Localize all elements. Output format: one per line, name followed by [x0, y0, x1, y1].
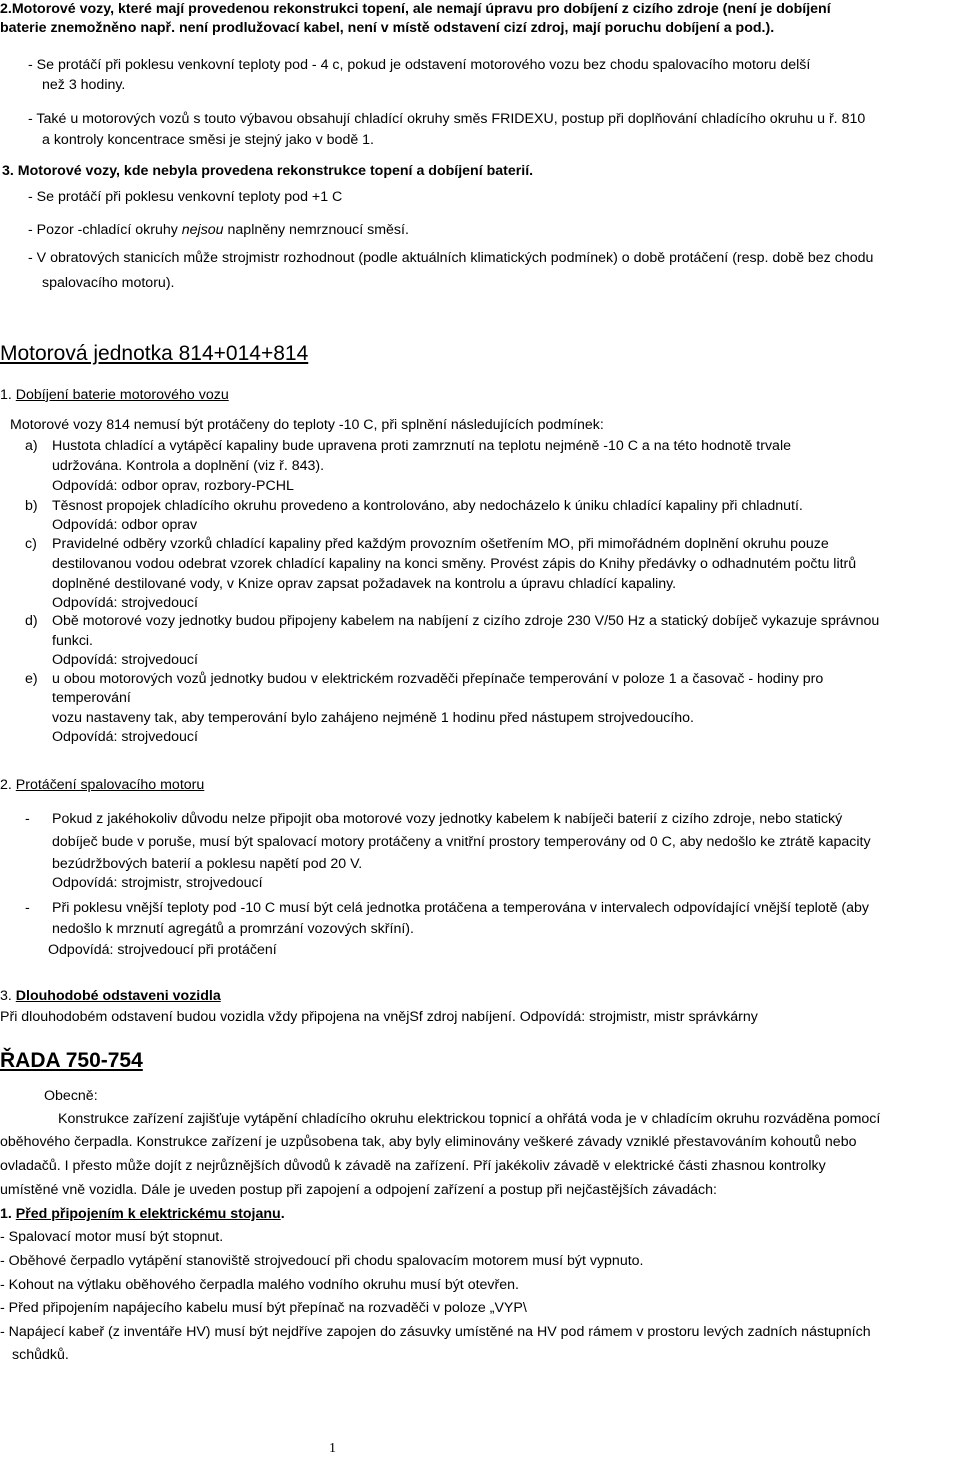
item-b-line1: Těsnost propojek chladícího okruhu provedeno a kontrolováno, aby nedocházelo k úniku chladící kapaliny při chladnutí.: [52, 498, 803, 514]
item-a-marker: a): [25, 438, 38, 454]
s2-item2-responsible: Odpovídá: strojvedoucí při protáčení: [48, 942, 277, 958]
page-number: 1: [329, 1441, 336, 1456]
item-b-marker: b): [25, 498, 38, 514]
rada-s1-title-tail: .: [280, 1206, 285, 1222]
unit814-s3-title: Dlouhodobé odstaveni vozidla: [15, 988, 221, 1004]
rada-item5-line1: - Napájecí kabeř (z inventáře HV) musí být nejdříve zapojen do zásuvky umístěné na HV pod rámem v prostoru levých zadních nástupních: [0, 1324, 871, 1340]
item-d-line2: funkci.: [52, 633, 94, 649]
unit814-s3-text: Při dlouhodobém odstavení budou vozidla vždy připojena na vnějSf zdroj nabíjení. Odpovídá: strojmistr, mistr správkárny: [0, 1009, 758, 1025]
rada-paragraph-line2: oběhového čerpadla. Konstrukce zařízení je uzpůsobena tak, aby byly eliminovány veškeré závady vzniklé přestavováním kohoutů nebo: [0, 1134, 857, 1150]
rada-obecne-label: Obecně:: [44, 1088, 98, 1104]
item-c-responsible: Odpovídá: strojvedoucí: [52, 595, 198, 611]
sec3-heading: 3. Motorové vozy, kde nebyla provedena rekonstrukce topení a dobíjení baterií.: [2, 163, 534, 179]
item-c-line2: destilovanou vodou odebrat vzorek chladící kapaliny na konci směny. Provést zápis do Knihy předávky o odhadnutém počtu litrů: [52, 556, 857, 572]
rada-s1-number: 1.: [0, 1206, 16, 1222]
unit814-s1-heading: [0, 386, 229, 405]
unit814-s3-heading: [0, 987, 221, 1006]
sec3-item2-post: naplněny nemrznoucí směsí.: [223, 222, 409, 238]
s2-item1-line3: bezúdržbových baterií a poklesu napětí pod 20 V.: [52, 856, 363, 872]
item-d-responsible: Odpovídá: strojvedoucí: [52, 652, 198, 668]
sec2-heading-line2: baterie znemožněno např. není prodlužovací kabel, není v místě odstavení cizí zdroj, mají poruchu dobíjení a pod.).: [0, 20, 775, 36]
sec2-item1-line1: - Se protáčí při poklesu venkovní teploty pod - 4 c, pokud je odstavení motorového vozu bez chodu spalovacího motoru delší: [28, 57, 811, 73]
sec3-item3-line1: - V obratových stanicích může strojmistr rozhodnout (podle aktuálních klimatických podmínek) o době protáčení (resp. době bez chodu: [28, 250, 874, 266]
item-d-line1: Obě motorové vozy jednotky budou připojeny kabelem na nabíjení z cizího zdroje 230 V/50 Hz a statický dobíječ vykazuje správnou: [52, 613, 880, 629]
item-c-marker: c): [25, 536, 37, 552]
unit814-s1-title: Dobíjení baterie motorového vozu: [15, 387, 229, 403]
sec3-item2-emphasis: nejsou: [181, 222, 224, 238]
unit814-s1-number: 1.: [0, 387, 16, 403]
s2-item1-line1: Pokud z jakéhokoliv důvodu nelze připojit oba motorové vozy jednotky kabelem k nabíječi baterií z cizího zdroje, nebo statický: [52, 811, 843, 827]
rada-paragraph-line4: umístěné vně vozidla. Dále je uveden postup při zapojení a odpojení zařízení a postup při nejčastějších závadách:: [0, 1182, 717, 1198]
rada-paragraph-line3: ovladačů. I přesto může dojít z nejrůznějších důvodů k závadě na zařízení. Pří jakékoliv závadě v elektrické části zhasnou kontrolky: [0, 1158, 826, 1174]
unit814-s3-number: 3.: [0, 988, 16, 1004]
rada-s1-title: Před připojením k elektrickému stojanu: [15, 1206, 281, 1222]
s2-item2-line2: nedošlo k mrznutí agregátů a promrzání vozových skříní).: [52, 921, 414, 937]
item-a-responsible: Odpovídá: odbor oprav, rozbory-PCHL: [52, 478, 294, 494]
s2-item1-responsible: Odpovídá: strojmistr, strojvedoucí: [52, 875, 263, 891]
item-e-line1: u obou motorových vozů jednotky budou v elektrickém rozvaděči přepínače temperování v poloze 1 a časovač - hodiny pro: [52, 671, 824, 687]
sec3-item1: - Se protáčí při poklesu venkovní teploty pod +1 C: [28, 189, 343, 205]
sec2-heading-line1: 2.Motorové vozy, které mají provedenou rekonstrukci topení, ale nemají úpravu pro dobíjení z cizího zdroje (není je dobíjení: [0, 1, 831, 17]
item-b-responsible: Odpovídá: odbor oprav: [52, 517, 198, 533]
sec2-item1-line2: než 3 hodiny.: [42, 77, 126, 93]
item-a-line2: udržována. Kontrola a doplnění (viz ř. 843).: [52, 458, 325, 474]
rada-item2: - Oběhové čerpadlo vytápění stanoviště strojvedoucí při chodu spalovacím motorem musí být vypnuto.: [0, 1253, 644, 1269]
s2-item2-line1: Při poklesu vnější teploty pod -10 C musí být celá jednotka protáčena a temperována v intervalech odpovídající vnější teplotě (aby: [52, 900, 870, 916]
item-c-line1: Pravidelné odběry vzorků chladící kapaliny před každým provozním ošetřením MO, při mimořádném doplnění okruhu pouze: [52, 536, 829, 552]
rada-title: ŘADA 750-754: [0, 1049, 143, 1072]
unit814-intro: Motorové vozy 814 nemusí být protáčeny do teploty -10 C, při splnění následujících podmínek:: [10, 417, 604, 433]
rada-s1-heading: [0, 1205, 285, 1224]
s2-item1-line2: dobíječ bude v poruše, musí být spalovací motory protáčeny a vnitřní prostory temperovány od 0 C, aby nedošlo ke ztrátě kapacity: [52, 834, 871, 850]
item-e-line3: vozu nastaveny tak, aby temperování bylo zahájeno nejméně 1 hodinu před nástupem strojvedoucího.: [52, 710, 694, 726]
rada-item1: - Spalovací motor musí být stopnut.: [0, 1229, 224, 1245]
item-e-responsible: Odpovídá: strojvedoucí: [52, 729, 198, 745]
unit814-title: Motorová jednotka 814+014+814: [0, 342, 309, 365]
unit814-s2-number: 2.: [0, 777, 16, 793]
unit814-s2-heading: [0, 776, 204, 795]
unit814-s2-title: Protáčení spalovacího motoru: [15, 777, 205, 793]
rada-item4: - Před připojením napájecího kabelu musí být přepínač na rozvaděči v poloze „VYP\: [0, 1300, 527, 1316]
s2-item2-dash: -: [25, 900, 30, 916]
s2-item1-dash: -: [25, 811, 30, 827]
rada-item5-line2: schůdků.: [12, 1347, 69, 1363]
item-a-line1: Hustota chladící a vytápěcí kapaliny bude upravena proti zamrznutí na teplotu nejméně -10 C a na této hodnotě trvale: [52, 438, 791, 454]
rada-paragraph-line1: Konstrukce zařízení zajišťuje vytápění chladícího okruhu elektrickou topnicí a ohřátá voda je v chladícím okruhu rozváděna pomocí: [58, 1111, 881, 1127]
item-d-marker: d): [25, 613, 38, 629]
sec2-item2-line2: a kontroly koncentrace směsi je stejný jako v bodě 1.: [42, 132, 374, 148]
rada-item3: - Kohout na výtlaku oběhového čerpadla malého vodního okruhu musí být otevřen.: [0, 1277, 519, 1293]
item-c-line3: doplněné destilované vody, v Knize oprav zapsat požadavek na kontrolu a úpravu chladící kapaliny.: [52, 576, 677, 592]
item-e-marker: e): [25, 671, 38, 687]
sec3-item2-pre: - Pozor -chladící okruhy: [28, 222, 182, 238]
sec3-item3-line2: spalovacího motoru).: [42, 275, 175, 291]
sec3-item2: [28, 221, 409, 240]
item-e-line2: temperování: [52, 690, 131, 706]
sec2-item2-line1: - Také u motorových vozů s touto výbavou obsahují chladící okruhy směs FRIDEXU, postup při doplňování chladícího okruhu u ř. 810: [28, 111, 866, 127]
